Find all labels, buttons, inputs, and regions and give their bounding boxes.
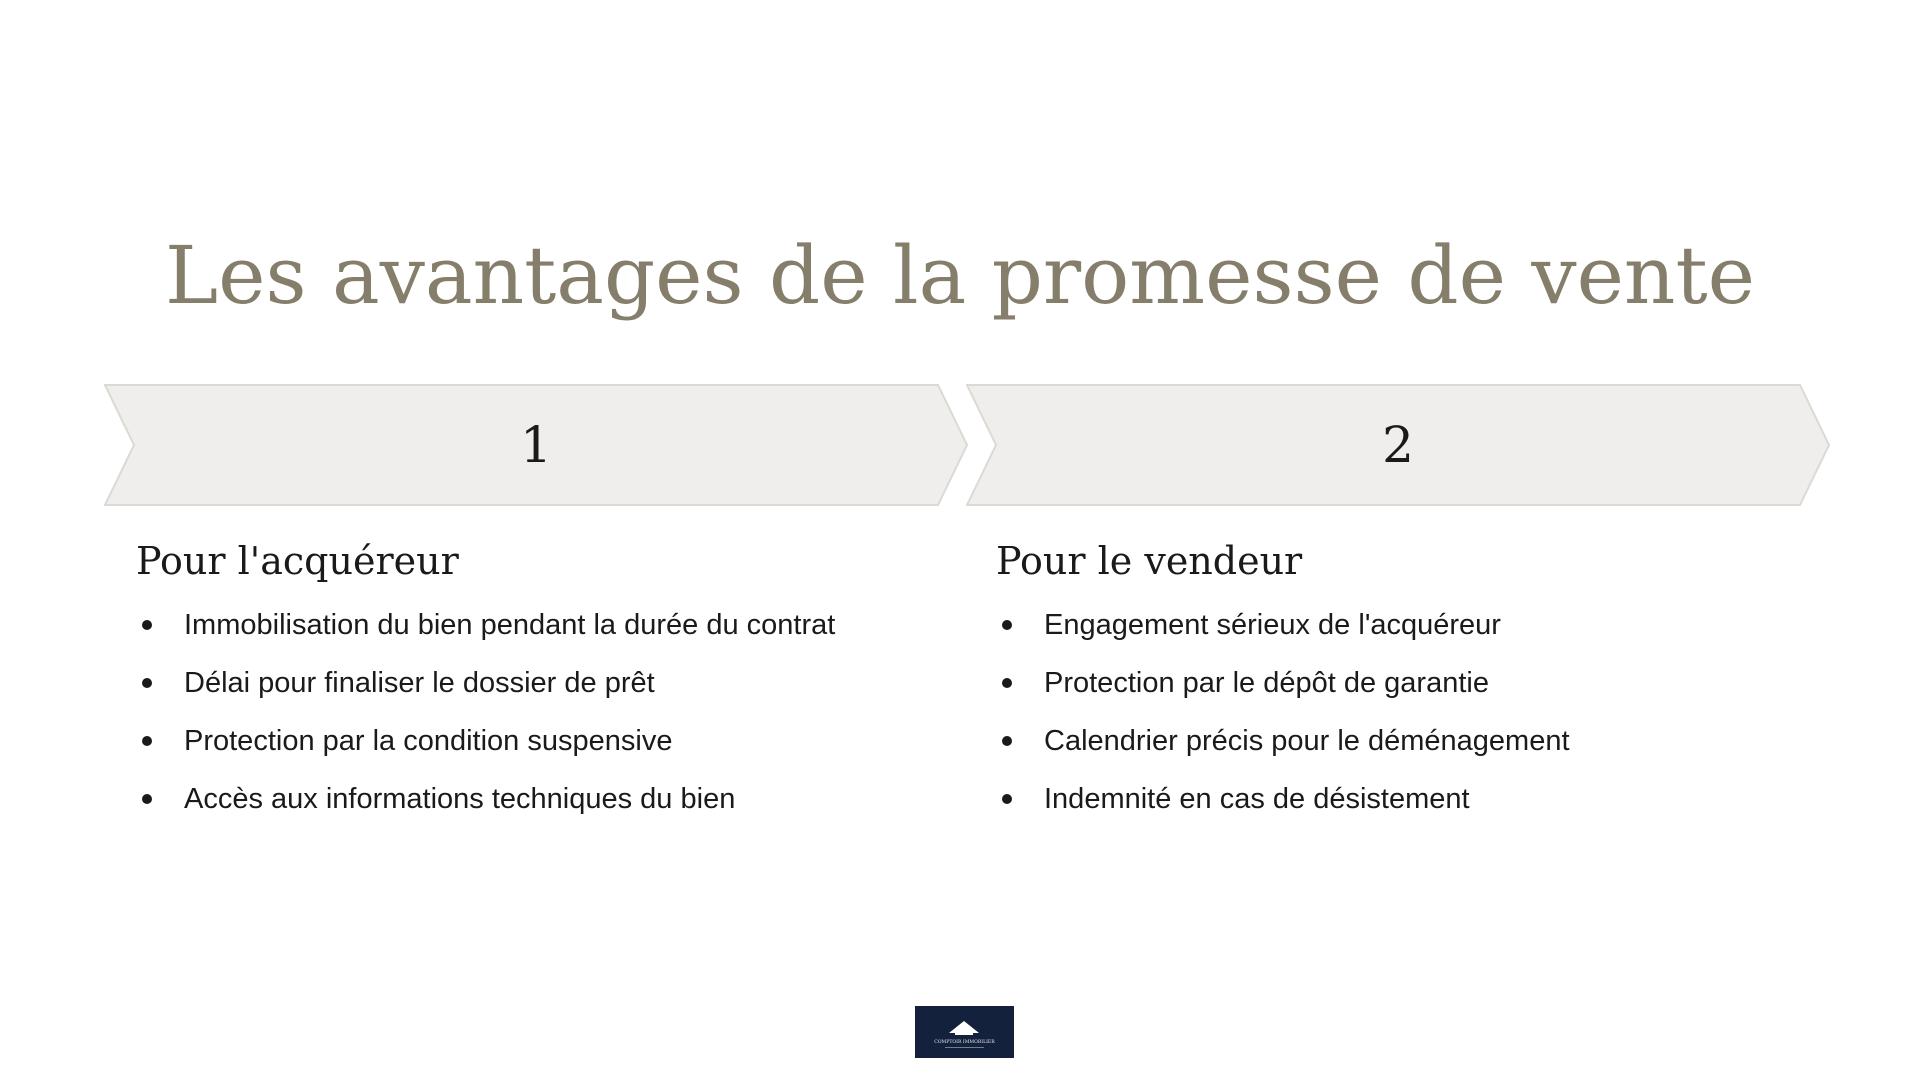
step-chevron-1 [104, 384, 968, 506]
buyer-column [136, 532, 956, 828]
bullet-icon [1002, 736, 1012, 746]
logo-text: COMPTOIR IMMOBILIER [934, 1040, 995, 1045]
list-item: Calendrier précis pour le déménagement [996, 712, 1816, 770]
seller-heading: Pour le vendeur [996, 539, 1303, 583]
house-roof-icon [915, 1006, 1014, 1058]
list-item: Engagement sérieux de l'acquéreur [996, 596, 1816, 654]
list-item: Protection par la condition suspensive [136, 712, 956, 770]
buyer-heading: Pour l'acquéreur [136, 539, 459, 583]
bullet-icon [142, 794, 152, 804]
company-logo [915, 1006, 1014, 1058]
list-item: Protection par le dépôt de garantie [996, 654, 1816, 712]
list-item: Indemnité en cas de désistement [996, 770, 1816, 828]
bullet-icon [1002, 794, 1012, 804]
seller-column [996, 532, 1816, 828]
bullet-icon [142, 736, 152, 746]
bullet-icon [142, 620, 152, 630]
bullet-icon [1002, 620, 1012, 630]
step-chevron-2 [966, 384, 1830, 506]
slide-title: Les avantages de la promesse de vente [165, 229, 1755, 322]
list-item: Délai pour finaliser le dossier de prêt [136, 654, 956, 712]
step-number-2: 2 [1382, 416, 1414, 474]
seller-list [996, 596, 1816, 828]
list-item: Immobilisation du bien pendant la durée du contrat [136, 596, 956, 654]
bullet-icon [142, 678, 152, 688]
buyer-list [136, 596, 956, 828]
list-item: Accès aux informations techniques du bien [136, 770, 956, 828]
step-number-1: 1 [520, 416, 552, 474]
bullet-icon [1002, 678, 1012, 688]
